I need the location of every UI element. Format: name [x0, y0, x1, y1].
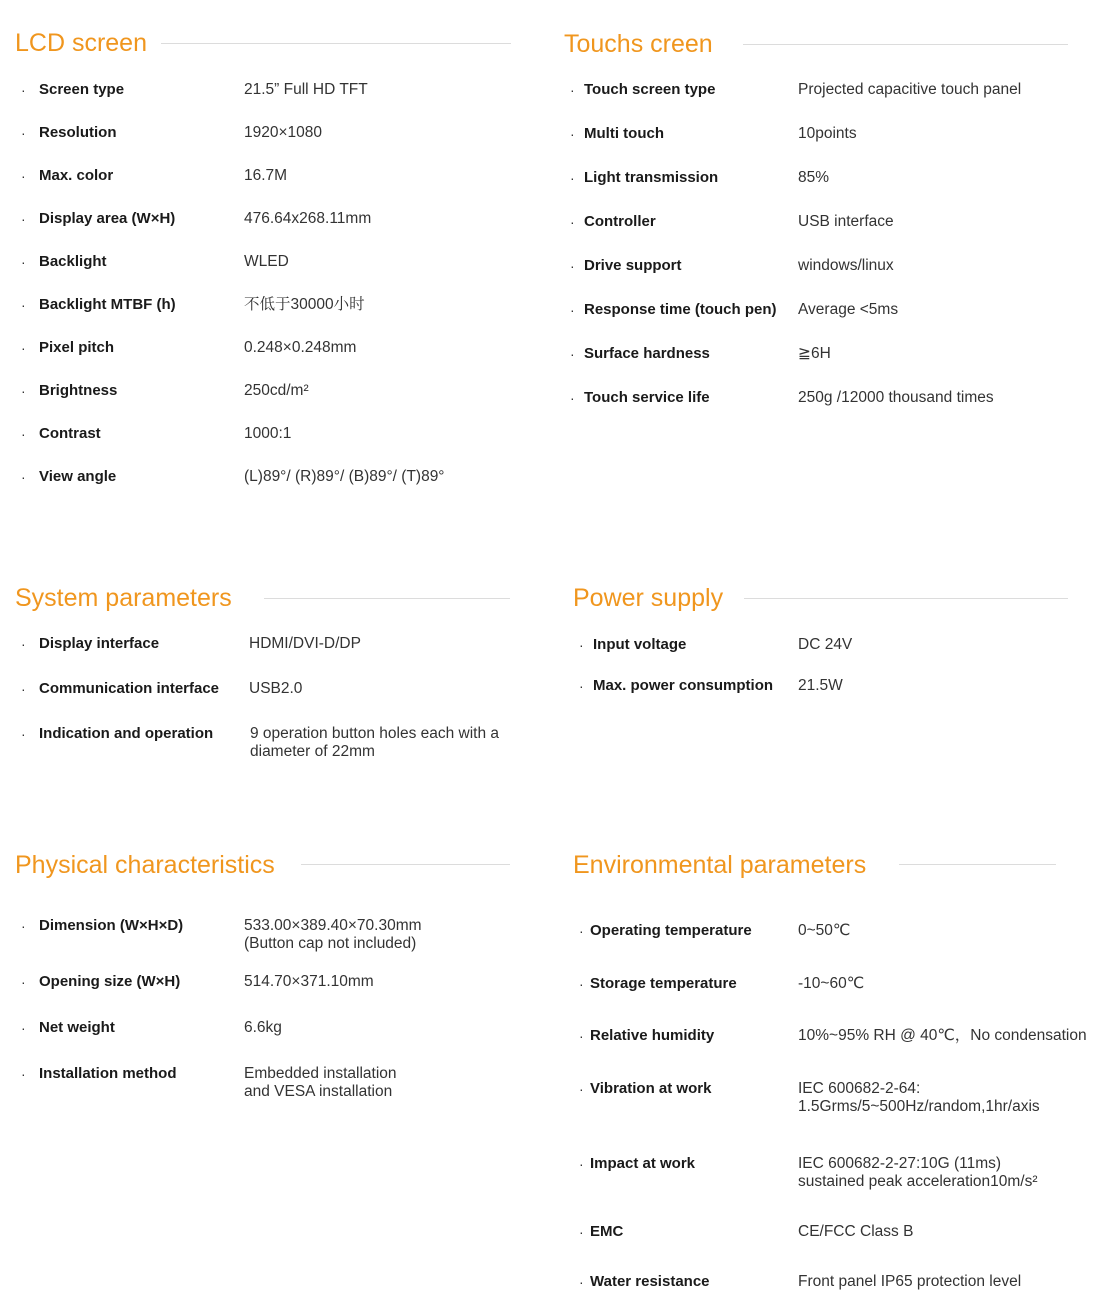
spec-label: Display area (W×H) — [39, 210, 176, 227]
bullet-icon: · — [21, 297, 26, 313]
spec-label: Light transmission — [584, 169, 719, 186]
spec-value: 0.248×0.248mm — [244, 339, 357, 356]
bullet-icon: · — [579, 1274, 584, 1290]
spec-label: Contrast — [39, 425, 101, 442]
spec-value: 21.5W — [798, 677, 843, 694]
bullet-icon: · — [579, 1224, 584, 1240]
section-divider — [161, 43, 511, 44]
spec-label: Drive support — [584, 257, 682, 274]
bullet-icon: · — [21, 383, 26, 399]
spec-value: (L)89°/ (R)89°/ (B)89°/ (T)89° — [244, 468, 445, 485]
bullet-icon: · — [570, 170, 575, 186]
spec-value: -10~60℃ — [798, 975, 865, 992]
bullet-icon: · — [21, 918, 26, 934]
section-divider — [744, 598, 1068, 599]
spec-value: Front panel IP65 protection level — [798, 1273, 1022, 1290]
spec-value: 1920×1080 — [244, 124, 323, 141]
bullet-icon: · — [579, 923, 584, 939]
section-divider — [899, 864, 1056, 865]
bullet-icon: · — [21, 340, 26, 356]
section-lcd-screen — [15, 28, 515, 498]
spec-value: Projected capacitive touch panel — [798, 81, 1022, 98]
bullet-icon: · — [579, 1081, 584, 1097]
spec-value: 250cd/m² — [244, 382, 309, 399]
bullet-icon: · — [570, 82, 575, 98]
bullet-icon: · — [579, 678, 584, 694]
section-title: Physical characteristics — [15, 851, 275, 879]
spec-label: Screen type — [39, 81, 125, 98]
spec-value: windows/linux — [798, 257, 894, 274]
spec-label: Net weight — [39, 1019, 115, 1036]
spec-label: Dimension (W×H×D) — [39, 917, 184, 934]
bullet-icon: · — [21, 636, 26, 652]
spec-label: Operating temperature — [590, 922, 752, 939]
bullet-icon: · — [21, 681, 26, 697]
bullet-icon: · — [21, 426, 26, 442]
spec-label: Relative humidity — [590, 1027, 715, 1044]
spec-value: ≧6H — [798, 345, 831, 362]
spec-value: 21.5” Full HD TFT — [244, 81, 368, 98]
spec-value: IEC 600682-2-27:10G (11ms) sustained peak acceleration10m/s² — [798, 1155, 1038, 1190]
spec-value: Embedded installation and VESA installation — [244, 1065, 397, 1100]
spec-value: IEC 600682-2-64: 1.5Grms/5~500Hz/random,1hr/axis — [798, 1080, 1040, 1115]
bullet-icon: · — [570, 258, 575, 274]
bullet-icon: · — [570, 346, 575, 362]
spec-label: Surface hardness — [584, 345, 710, 362]
section-title: LCD screen — [15, 29, 147, 57]
bullet-icon: · — [570, 214, 575, 230]
bullet-icon: · — [21, 168, 26, 184]
spec-label: Touch screen type — [584, 81, 716, 98]
section-environmental-parameters — [573, 850, 1113, 1300]
section-system-parameters — [15, 583, 525, 773]
bullet-icon: · — [21, 125, 26, 141]
spec-label: Installation method — [39, 1065, 177, 1082]
spec-label: Impact at work — [590, 1155, 696, 1172]
spec-label: Vibration at work — [590, 1080, 712, 1097]
spec-label: Touch service life — [584, 389, 710, 406]
section-title: Touchs creen — [564, 30, 713, 58]
bullet-icon: · — [570, 126, 575, 142]
spec-label: Storage temperature — [590, 975, 737, 992]
spec-value: 16.7M — [244, 167, 288, 184]
spec-value: USB interface — [798, 213, 894, 230]
section-power-supply — [573, 583, 1073, 703]
spec-label: Input voltage — [593, 636, 687, 653]
bullet-icon: · — [21, 726, 26, 742]
bullet-icon: · — [21, 1066, 26, 1082]
spec-value: 10%~95% RH @ 40℃，No condensation — [798, 1027, 1087, 1044]
spec-label: Brightness — [39, 382, 118, 399]
bullet-icon: · — [21, 1020, 26, 1036]
spec-label: Response time (touch pen) — [584, 301, 777, 318]
section-divider — [264, 598, 510, 599]
bullet-icon: · — [21, 254, 26, 270]
bullet-icon: · — [579, 1028, 584, 1044]
spec-label: EMC — [590, 1223, 624, 1240]
spec-value: 533.00×389.40×70.30mm (Button cap not included) — [244, 917, 422, 952]
spec-value: 476.64x268.11mm — [244, 210, 372, 227]
section-title: Power supply — [573, 584, 724, 612]
bullet-icon: · — [570, 390, 575, 406]
spec-label: Pixel pitch — [39, 339, 115, 356]
bullet-icon: · — [579, 637, 584, 653]
spec-value: 0~50℃ — [798, 922, 851, 939]
bullet-icon: · — [579, 1156, 584, 1172]
section-touch-screen — [564, 29, 1104, 419]
spec-label: Max. color — [39, 167, 114, 184]
spec-value: 不低于30000小时 — [244, 296, 365, 313]
section-title: System parameters — [15, 584, 232, 612]
section-divider — [301, 864, 510, 865]
section-physical-characteristics — [15, 850, 525, 1110]
spec-label: Multi touch — [584, 125, 664, 142]
spec-label: View angle — [39, 468, 117, 485]
spec-value: Average <5ms — [798, 301, 899, 318]
spec-label: Water resistance — [590, 1273, 710, 1290]
spec-value: HDMI/DVI-D/DP — [249, 635, 361, 652]
spec-value: 250g /12000 thousand times — [798, 389, 994, 406]
spec-value: 1000:1 — [244, 425, 292, 442]
spec-label: Backlight MTBF (h) — [39, 296, 176, 313]
bullet-icon: · — [21, 469, 26, 485]
spec-label: Max. power consumption — [593, 677, 774, 694]
section-title: Environmental parameters — [573, 851, 867, 879]
spec-value: WLED — [244, 253, 289, 270]
spec-value: DC 24V — [798, 636, 853, 653]
bullet-icon: · — [570, 302, 575, 318]
spec-value: USB2.0 — [249, 680, 303, 697]
bullet-icon: · — [21, 211, 26, 227]
bullet-icon: · — [21, 82, 26, 98]
spec-value: 10points — [798, 125, 857, 142]
section-divider — [743, 44, 1068, 45]
spec-label: Communication interface — [39, 680, 220, 697]
spec-label: Opening size (W×H) — [39, 973, 181, 990]
spec-value: 85% — [798, 169, 830, 186]
bullet-icon: · — [21, 974, 26, 990]
spec-value: 514.70×371.10mm — [244, 973, 374, 990]
spec-value: 6.6kg — [244, 1019, 282, 1036]
bullet-icon: · — [579, 976, 584, 992]
spec-label: Backlight — [39, 253, 107, 270]
spec-value: CE/FCC Class B — [798, 1223, 914, 1240]
spec-label: Indication and operation — [39, 725, 214, 742]
spec-value: 9 operation button holes each with a diameter of 22mm — [250, 725, 500, 760]
spec-label: Controller — [584, 213, 656, 230]
spec-label: Resolution — [39, 124, 117, 141]
spec-label: Display interface — [39, 635, 160, 652]
